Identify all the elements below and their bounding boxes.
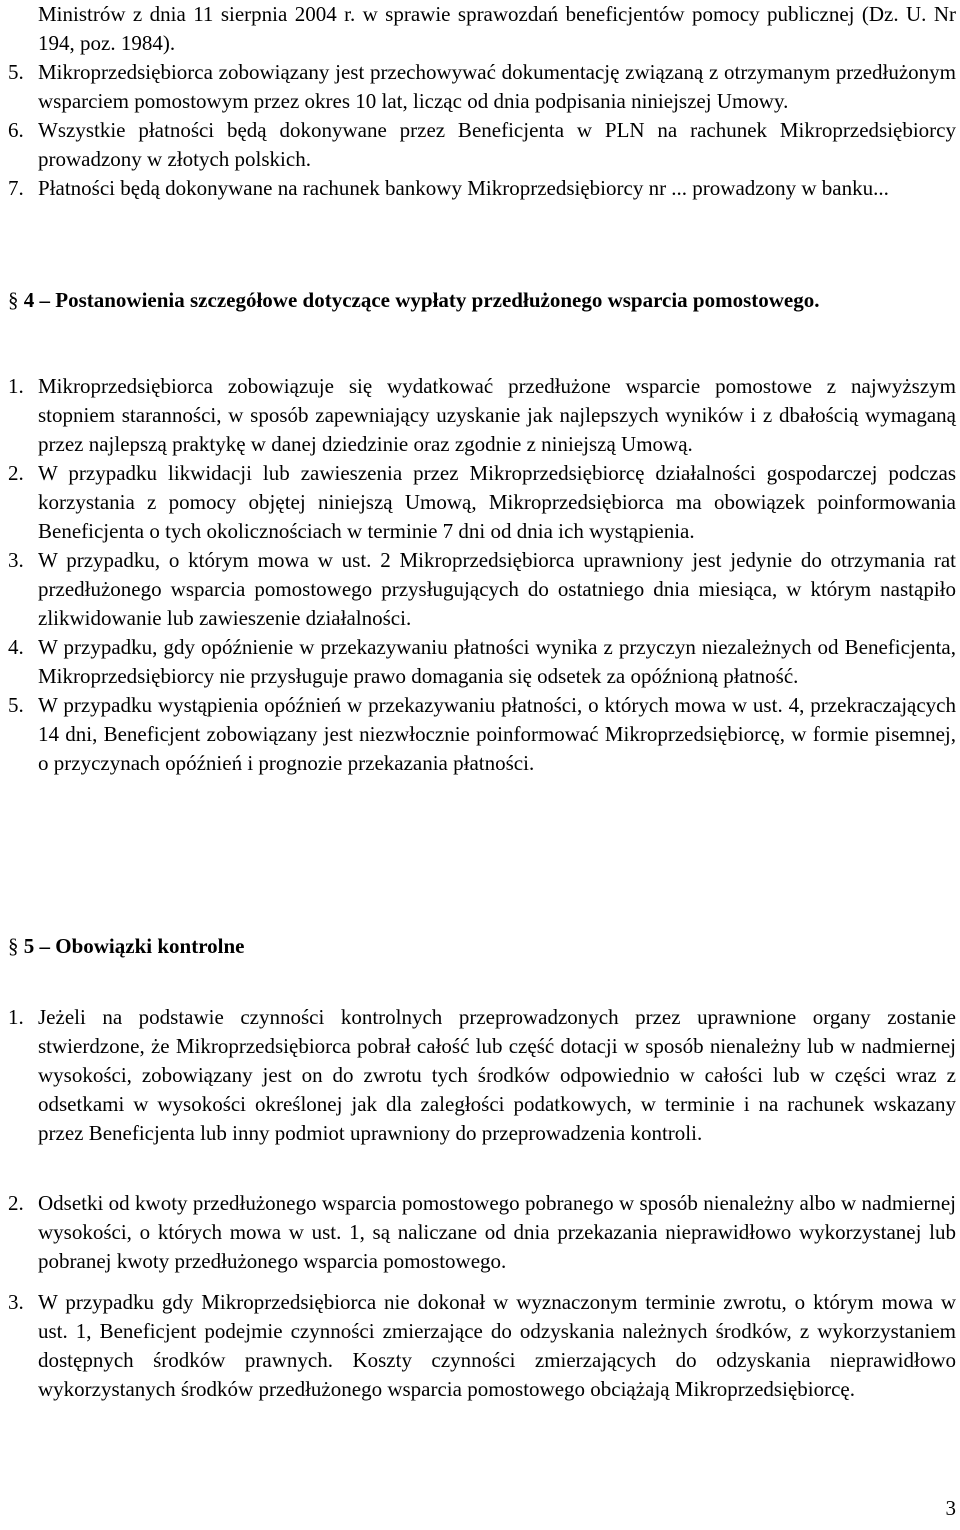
section-4-heading [8, 286, 956, 315]
list-item [8, 459, 956, 546]
section-sign: § [8, 288, 19, 312]
list-item [8, 1189, 956, 1276]
item-number: 1. [8, 374, 24, 398]
section-5-item-3 [8, 1288, 956, 1404]
section-5-item-2 [8, 1189, 956, 1276]
list-item [8, 0, 956, 58]
item-number: 1. [8, 1005, 24, 1029]
list-item [8, 174, 956, 203]
item-text: Mikroprzedsiębiorca zobowiązuje się wydatkować przedłużone wsparcie pomostowe z najwyższym stopniem staranności, w sposób zapewniający uzyskanie jak najlepszych wyników i z dbałością wymaganą przez najlepszą praktykę w danej dziedzinie oraz zgodnie z niniejszą Umową. [38, 374, 956, 456]
list-item [8, 372, 956, 459]
section-5-item-1 [8, 1003, 956, 1148]
item-text: W przypadku gdy Mikroprzedsiębiorca nie dokonał w wyznaczonym terminie zwrotu, o którym mowa w ust. 1, Beneficjent podejmie czynności zmierzające do odzyskania należnych środków, z wykorzystaniem dostępnych środków prawnych. Koszty czynności zmierzających do odzyskania nieprawidłowo wykorzystanych środków przedłużonego wsparcia pomostowego obciążają Mikroprzedsiębiorcę. [38, 1290, 956, 1401]
item-number: 4. [8, 635, 24, 659]
item-number: 5. [8, 60, 24, 84]
item-text: Wszystkie płatności będą dokonywane przez Beneficjenta w PLN na rachunek Mikroprzedsiębiorcy prowadzony w złotych polskich. [38, 118, 956, 171]
list-item [8, 546, 956, 633]
item-text: Jeżeli na podstawie czynności kontrolnych przeprowadzonych przez uprawnione organy zostanie stwierdzone, że Mikroprzedsiębiorca pobrał całość lub część dotacji w sposób nienależny lub w nadmiernej wysokości, zobowiązany jest on do zwrotu tych środków odpowiednio w całości lub w części wraz z odsetkami w wysokości określonej jak dla zaległości podatkowych, w terminie i na rachunek wskazany przez Beneficjenta lub inny podmiot uprawniony do przeprowadzenia kontroli. [38, 1005, 956, 1145]
item-text: Mikroprzedsiębiorca zobowiązany jest przechowywać dokumentację związaną z otrzymanym przedłużonym wsparciem pomostowym przez okres 10 lat, licząc od dnia podpisania niniejszej Umowy. [38, 60, 956, 113]
page-number: 3 [945, 1496, 956, 1520]
item-text: Ministrów z dnia 11 sierpnia 2004 r. w sprawie sprawozdań beneficjentów pomocy publicznej (Dz. U. Nr 194, poz. 1984). [38, 2, 956, 55]
section-title: 4 – Postanowienia szczegółowe dotyczące wypłaty przedłużonego wsparcia pomostowego. [23, 288, 820, 312]
item-number: 2. [8, 461, 24, 485]
section-title: 5 – Obowiązki kontrolne [23, 934, 245, 958]
top-paragraphs [8, 0, 956, 203]
item-number: 2. [8, 1191, 24, 1215]
item-number: 6. [8, 118, 24, 142]
item-number: 3. [8, 548, 24, 572]
list-item [8, 58, 956, 116]
item-number: 5. [8, 693, 24, 717]
item-number: 7. [8, 176, 24, 200]
item-text: Płatności będą dokonywane na rachunek bankowy Mikroprzedsiębiorcy nr ... prowadzony w banku... [38, 176, 889, 200]
item-text: W przypadku wystąpienia opóźnień w przekazywaniu płatności, o których mowa w ust. 4, przekraczających 14 dni, Beneficjent zobowiązany jest niezwłocznie poinformować Mikroprzedsiębiorcę, w formie pisemnej, o przyczynach opóźnień i prognozie przekazania płatności. [38, 693, 956, 775]
item-number: 3. [8, 1290, 24, 1314]
section-5-heading [8, 932, 956, 961]
section-sign: § [8, 934, 19, 958]
list-item [8, 1003, 956, 1148]
list-item [8, 116, 956, 174]
list-item [8, 691, 956, 778]
item-text: Odsetki od kwoty przedłużonego wsparcia pomostowego pobranego w sposób nienależny albo w nadmiernej wysokości, o których mowa w ust. 1, są naliczane od dnia przekazania nieprawidłowo wykorzystanej lub pobranej kwoty przedłużonego wsparcia pomostowego. [38, 1191, 956, 1273]
section-4-items [8, 372, 956, 778]
item-text: W przypadku, gdy opóźnienie w przekazywaniu płatności wynika z przyczyn niezależnych od Beneficjenta, Mikroprzedsiębiorcy nie przysługuje prawo domagania się odsetek za opóźnioną płatność. [38, 635, 956, 688]
item-text: W przypadku, o którym mowa w ust. 2 Mikroprzedsiębiorca uprawniony jest jedynie do otrzymania rat przedłużonego wsparcia pomostowego przysługujących do ostatniego dnia miesiąca, w którym nastąpiło zlikwidowanie lub zawieszenie działalności. [38, 548, 956, 630]
list-item [8, 1288, 956, 1404]
list-item [8, 633, 956, 691]
item-text: W przypadku likwidacji lub zawieszenia przez Mikroprzedsiębiorcę działalności gospodarczej podczas korzystania z pomocy objętej niniejszą Umową, Mikroprzedsiębiorca ma obowiązek poinformowania Beneficjenta o tych okolicznościach w terminie 7 dni od dnia ich wystąpienia. [38, 461, 956, 543]
